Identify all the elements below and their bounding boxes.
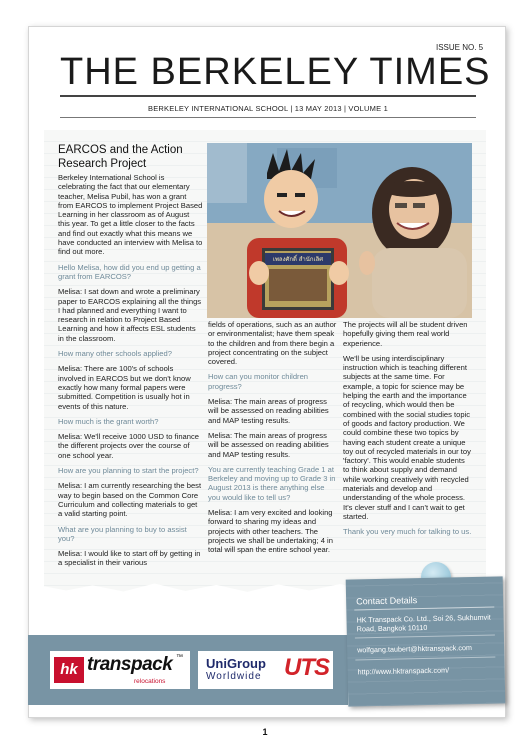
photo-book-title: เพลงศักดิ์ สำนักเลิศ bbox=[272, 256, 324, 263]
article-paragraph: Berkeley International School is celebrating the fact that our elementary teacher, Melisa Pubil, has won a grant from EARCOS to implement Project Based Learning in her classroom as of August this year. To get a little closer to the facts and find out exactly what this means we have conducted an interview with Melisa to find out more. bbox=[58, 173, 203, 257]
contact-divider-3 bbox=[355, 657, 495, 661]
contact-address: HK Transpack Co. Ltd., Soi 26, Sukhumvit Road, Bangkok 10110 bbox=[356, 612, 491, 634]
masthead-title: THE BERKELEY TIMES bbox=[60, 51, 491, 93]
interview-question: How are you planning to start the project? bbox=[58, 466, 199, 476]
hk-transpack-logo bbox=[50, 651, 190, 689]
uts-wordmark: UTS bbox=[284, 654, 329, 681]
contact-card bbox=[346, 576, 506, 706]
unigroup-worldwide: Worldwide bbox=[206, 671, 262, 682]
photo-illustration bbox=[207, 143, 472, 318]
article-paragraph: Melisa: There are 100's of schools involved in EARCOS but we don't know exactly how many formal papers were submitted. Competition is usually hot in events of this nature. bbox=[58, 364, 191, 411]
contact-divider-2 bbox=[355, 635, 495, 639]
article-paragraph: Melisa: I would like to start off by getting in a specialist in their various bbox=[58, 549, 201, 568]
article-paragraph: The projects will all be student driven hopefully giving them real world experience. bbox=[343, 320, 468, 348]
article-paragraph: Melisa: We'll receive 1000 USD to finance the different projects over the course of one school year. bbox=[58, 432, 200, 460]
masthead-rule bbox=[60, 95, 476, 97]
interview-question: How many other schools applied? bbox=[58, 349, 172, 359]
article-paragraph: fields of operations, such as an author or environmentalist; have them speak to the children and from there begin a project concentrating on the subject covered. bbox=[208, 320, 337, 367]
interview-question: How much is the grant worth? bbox=[58, 416, 159, 426]
page-number: 1 bbox=[262, 727, 268, 737]
article-column-3 bbox=[343, 320, 473, 543]
unigroup-wordmark: UniGroup bbox=[206, 656, 266, 671]
article-paragraph: Melisa: I am very excited and looking forward to sharing my ideas and projects with other teachers. The projects we shall be undertaking; 4 in total will span the entire school year. bbox=[208, 508, 333, 555]
interview-question: You are currently teaching Grade 1 at Berkeley and moving up to Grade 3 in August 2013 is there anything else you would like to tell us? bbox=[208, 464, 336, 502]
article-column-2 bbox=[208, 320, 338, 561]
article-column-1 bbox=[58, 173, 203, 574]
contact-title: Contact Details bbox=[356, 595, 418, 607]
unigroup-uts-logo bbox=[198, 651, 333, 689]
interview-question: Thank you very much for talking to us. bbox=[343, 527, 472, 537]
issue-number: ISSUE NO. 5 bbox=[436, 43, 484, 52]
interview-question: How can you monitor children progress? bbox=[208, 372, 309, 391]
dateline-rule bbox=[60, 117, 476, 118]
hk-wordmark: transpack bbox=[87, 654, 173, 675]
contact-divider bbox=[354, 607, 494, 611]
hk-relocations: relocations bbox=[134, 678, 166, 685]
article-paragraph: Melisa: The main areas of progress will be assessed on reading abilities and MAP testing results. bbox=[208, 430, 329, 459]
contact-email[interactable]: wolfgang.taubert@hktranspack.com bbox=[357, 643, 473, 655]
article-paragraph: Melisa: I sat down and wrote a preliminary paper to EARCOS explaining all the things I had planned and everything I want to research in relation to Project Based Learning and how it affects ESL students in the classroom. bbox=[58, 287, 202, 343]
hk-mark: hk bbox=[54, 657, 84, 683]
article-paragraph: We'll be using interdisciplinary instruction which is teaching different subjects at the same time. For example, a topic for science may be helping the earth and the importance of recycling, which would then be combined with the social studies topic of goods and factory production. We could combine these two topics by having each student create a unique toy out of recycled materials in our toy 'factory'. This would enable students to think about supply and demand while working creatively with recycled materials and develop and understanding of the whole process. It's clever stuff and I can't wait to get started. bbox=[343, 353, 471, 521]
dateline: BERKELEY INTERNATIONAL SCHOOL | 13 MAY 2013 | VOLUME 1 bbox=[148, 104, 388, 113]
hk-trademark: ™ bbox=[176, 654, 183, 661]
interview-question: What are you planning to buy to assist you? bbox=[58, 524, 187, 543]
interview-question: Hello Melisa, how did you end up getting a grant from EARCOS? bbox=[58, 262, 201, 281]
article-paragraph: Melisa: I am currently researching the best way to begin based on the Common Core Curriculum and collecting materials to get a valid starting point. bbox=[58, 481, 202, 519]
article-photo bbox=[207, 143, 472, 318]
contact-website[interactable]: http://www.hktranspack.com/ bbox=[357, 665, 450, 677]
article-headline: EARCOS and the Action Research Project bbox=[58, 144, 183, 170]
article-paragraph: Melisa: The main areas of progress will be assessed on reading abilities and MAP testing results. bbox=[208, 397, 329, 425]
